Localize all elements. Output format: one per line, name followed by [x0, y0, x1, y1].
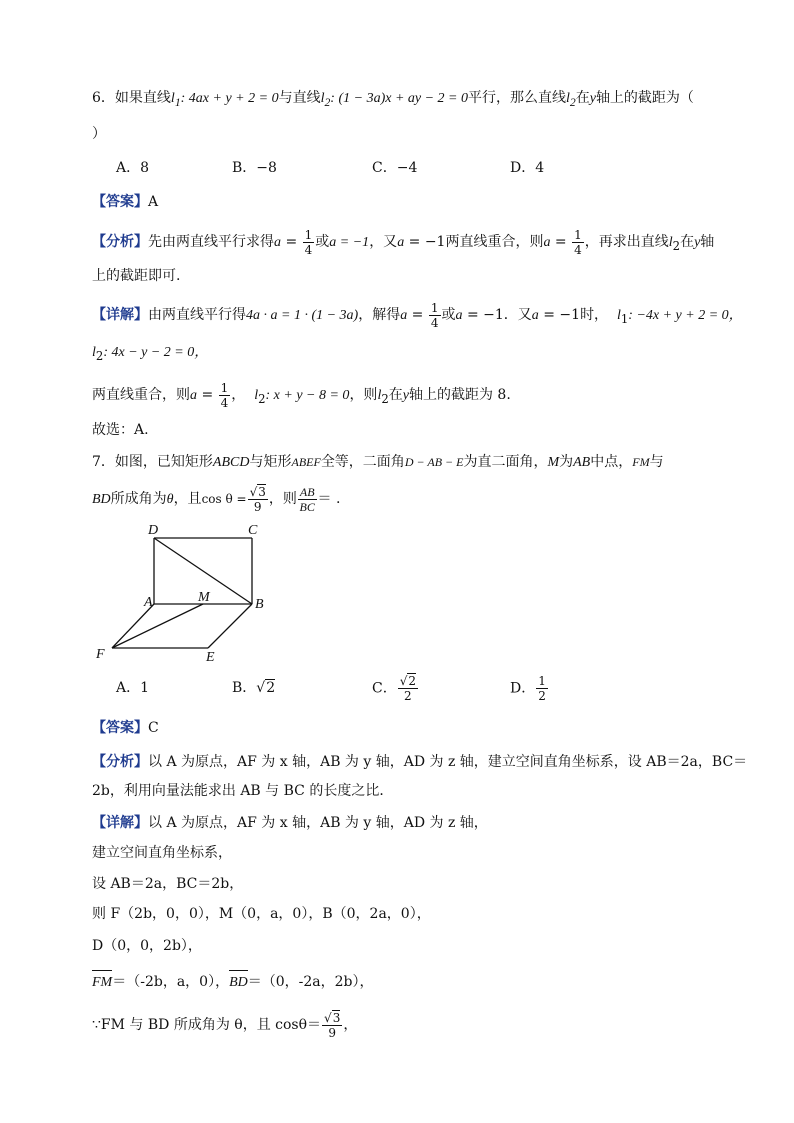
segment-bd: BD — [92, 492, 111, 507]
q6-analysis-line2: 上的截距即可. — [92, 268, 181, 284]
q7-detail-text-4: 则 F（2b，0，0），M（0，a，0），B（0，2a，0）， — [92, 906, 431, 922]
q7-option-c: C． $\frac{√2}{2}$ — [372, 674, 417, 703]
q6-detail-l2: $l_2$: 4x − y − 2 = 0， — [92, 345, 209, 363]
detail-text-8: 两直线重合，则 — [92, 387, 190, 403]
q7-answer — [92, 718, 159, 738]
fraction-ab-bc: $\frac{AB}{BC}$ — [299, 484, 315, 514]
label-m: M — [198, 590, 210, 605]
q7-stem-text-11: ＝ . — [317, 491, 341, 507]
label-c: C — [248, 523, 258, 538]
detail-l1-eq: : −4x + y + 2 = 0， — [628, 308, 743, 323]
analysis-text-6: 轴 — [700, 234, 715, 250]
q7-option-a: A．1 — [116, 680, 150, 696]
l1-symbol: $l_1$ — [170, 91, 181, 109]
detail-text-2: ，解得 — [358, 307, 401, 323]
q7-detail-cos — [92, 1010, 357, 1040]
q6-option-c: C．−4 — [372, 160, 418, 176]
q6-stem-text-2: 平行，那么直线 — [468, 90, 566, 106]
q7-figure — [92, 518, 272, 668]
q7-stem-text-2: 与矩形 — [249, 454, 292, 470]
analysis-text-4: ，再求出直线 — [584, 234, 669, 250]
q6-connector: 与直线 — [278, 90, 321, 106]
detail-text-12: 在 — [388, 387, 403, 403]
segment-ab: AB — [573, 455, 591, 470]
q7-detail-vectors — [92, 972, 374, 993]
q6-detail: 【详解】由两直线平行得4a · a = 1 · (1 − 3a)，解得a = $\frac{1}{4}$ 或a = −1．又a = −1时， $l_1$: −4x + y + 2 = 0， — [92, 300, 743, 330]
detail-l2-final: : x + y − 8 = 0 — [265, 388, 350, 403]
edge-fm — [112, 604, 203, 648]
q7-analysis — [92, 752, 747, 772]
cos-label: cos θ = — [201, 492, 247, 506]
analysis-tag-7: 【分析】 — [92, 754, 148, 770]
vector-fm: FM — [92, 973, 112, 993]
q7-stem-text-7: 与 — [649, 454, 664, 470]
q6-option-a: A．8 — [116, 160, 150, 176]
q6-stem-text-4: 轴上的截距为（ — [595, 90, 694, 106]
q7-detail-text-7: ∵FM 与 BD 所成角为 θ，且 cosθ＝ — [92, 1017, 322, 1033]
detail-text-9: ， — [231, 387, 246, 403]
q7-stem-line2 — [92, 484, 340, 515]
q7-detail-text-1: 以 A 为原点，AF 为 x 轴，AB 为 y 轴，AD 为 z 轴， — [148, 815, 488, 831]
detail-text: 由两直线平行得 — [148, 307, 246, 323]
q7-detail-text-2: 建立空间直角坐标系， — [92, 845, 232, 861]
q7-stem-text-5: 为 — [559, 454, 574, 470]
rect-abcd: ABCD — [212, 455, 250, 470]
q7-detail-text-5: D（0，0，2b）， — [92, 938, 202, 954]
vector-fm-value: ＝（-2b，a，0）， — [112, 974, 230, 990]
q7-stem-text: 7．如图，已知矩形 — [92, 454, 213, 470]
answer-value: A — [148, 194, 159, 210]
label-f: F — [96, 647, 105, 662]
vector-bd: BD — [229, 973, 248, 993]
q7-detail-text-7b: ， — [343, 1017, 358, 1033]
q6-detail-coincide: 两直线重合，则a = $\frac{1}{4}$ ， $l_2$: x + y − 8 = 0，则$l_2$在y轴上的截距为 8. — [92, 380, 511, 410]
detail-l2-eq: : 4x − y − 2 = 0， — [103, 345, 209, 360]
fraction-1-4-b: $\frac{1}{4}$ — [574, 227, 582, 257]
detail-tag-7: 【详解】 — [92, 815, 148, 831]
point-m: M — [547, 455, 560, 470]
detail-text-5: 时， — [580, 307, 609, 323]
fraction-1-4-c: $\frac{1}{4}$ — [430, 300, 439, 330]
q7-analysis-line2: 2b，利用向量法能求出 AB 与 BC 的长度之比． — [92, 783, 394, 799]
q7-detail — [92, 813, 488, 833]
rect-abef: ABEF — [291, 455, 321, 469]
q7-detail-text-3: 设 AB＝2a，BC＝2b， — [92, 876, 244, 892]
detail-text-13: 轴上的截距为 8. — [408, 387, 511, 403]
q6-stem-text: 6．如果直线 — [92, 90, 171, 106]
y-symbol: y — [589, 91, 596, 106]
detail-text-3: 或 — [441, 307, 456, 323]
analysis-text-2: ，又 — [369, 234, 398, 250]
q7-stem — [92, 452, 664, 473]
fraction-1-4-d: $\frac{1}{4}$ — [220, 380, 229, 410]
q7-stem-text-6: 中点， — [590, 454, 633, 470]
analysis-text-3: 两直线重合，则 — [445, 234, 544, 250]
l2-symbol: $l_2$ — [320, 91, 331, 109]
dihedral: D − AB − E — [404, 455, 464, 469]
q7-stem-text-9: ，且 — [173, 491, 202, 507]
fraction-sqrt3-9: $\frac{√3}{9}$ — [249, 484, 266, 514]
q6-option-d: D．4 — [510, 160, 545, 176]
segment-fm: FM — [632, 455, 650, 469]
vector-bd-value: ＝（0，-2a，2b）， — [247, 974, 374, 990]
q7-analysis-text: 以 A 为原点，AF 为 x 轴，AB 为 y 轴，AD 为 z 轴，建立空间直角坐标系，设 AB＝2a，BC＝ — [148, 754, 748, 770]
label-d: D — [148, 523, 159, 538]
edge-af — [112, 604, 154, 648]
q6-stem-text-3: 在 — [575, 90, 590, 106]
analysis-text: 先由两直线平行求得 — [148, 234, 274, 250]
detail-tag: 【详解】 — [92, 307, 148, 323]
label-e: E — [206, 650, 215, 665]
detail-text-4: ．又 — [503, 307, 532, 323]
q7-stem-text-3: 全等，二面角 — [320, 454, 405, 470]
label-a: A — [144, 595, 153, 610]
analysis-tag: 【分析】 — [92, 234, 148, 250]
q7-stem-text-8: 所成角为 — [110, 491, 167, 507]
l2-symbol-2: $l_2$ — [566, 91, 576, 109]
answer-value-7: C — [148, 720, 159, 736]
analysis-a-neg1: a = −1 — [329, 235, 370, 250]
fraction-sqrt3-9-b: $\frac{√3}{9}$ — [324, 1010, 341, 1040]
edge-be — [208, 604, 252, 648]
analysis-text-5: 在 — [680, 234, 695, 250]
answer-tag-7: 【答案】 — [92, 720, 148, 736]
angle-theta: θ — [166, 492, 174, 507]
q7-option-b: B．√2 — [232, 680, 276, 696]
fraction-1-4: $\frac{1}{4}$ — [304, 227, 313, 257]
l2-equation: : (1 − 3a)x + ay − 2 = 0 — [330, 91, 468, 106]
q6-analysis: 【分析】先由两直线平行求得a = $\frac{1}{4}$ 或a = −1，又a = −1两直线重合，则a = $\frac{1}{4}$ ，再求出直线$l_2$在y轴 — [92, 227, 715, 257]
q6-stem-close: ） — [92, 126, 106, 142]
l1-equation: : 4ax + y + 2 = 0 — [180, 91, 279, 106]
label-b: B — [255, 597, 264, 612]
q6-choice: 故选：A. — [92, 422, 149, 438]
q6-stem — [92, 88, 694, 113]
q7-stem-text-4: 为直二面角， — [463, 454, 548, 470]
q6-answer — [92, 192, 158, 212]
q7-option-d: D． $\frac{1}{2}$ — [510, 674, 546, 703]
q6-option-b: B．−8 — [232, 160, 277, 176]
detail-equation: 4a · a = 1 · (1 − 3a) — [246, 308, 359, 323]
answer-tag: 【答案】 — [92, 194, 148, 210]
q7-stem-text-10: ，则 — [268, 491, 297, 507]
analysis-or: 或 — [315, 234, 330, 250]
detail-text-11: ，则 — [349, 387, 378, 403]
